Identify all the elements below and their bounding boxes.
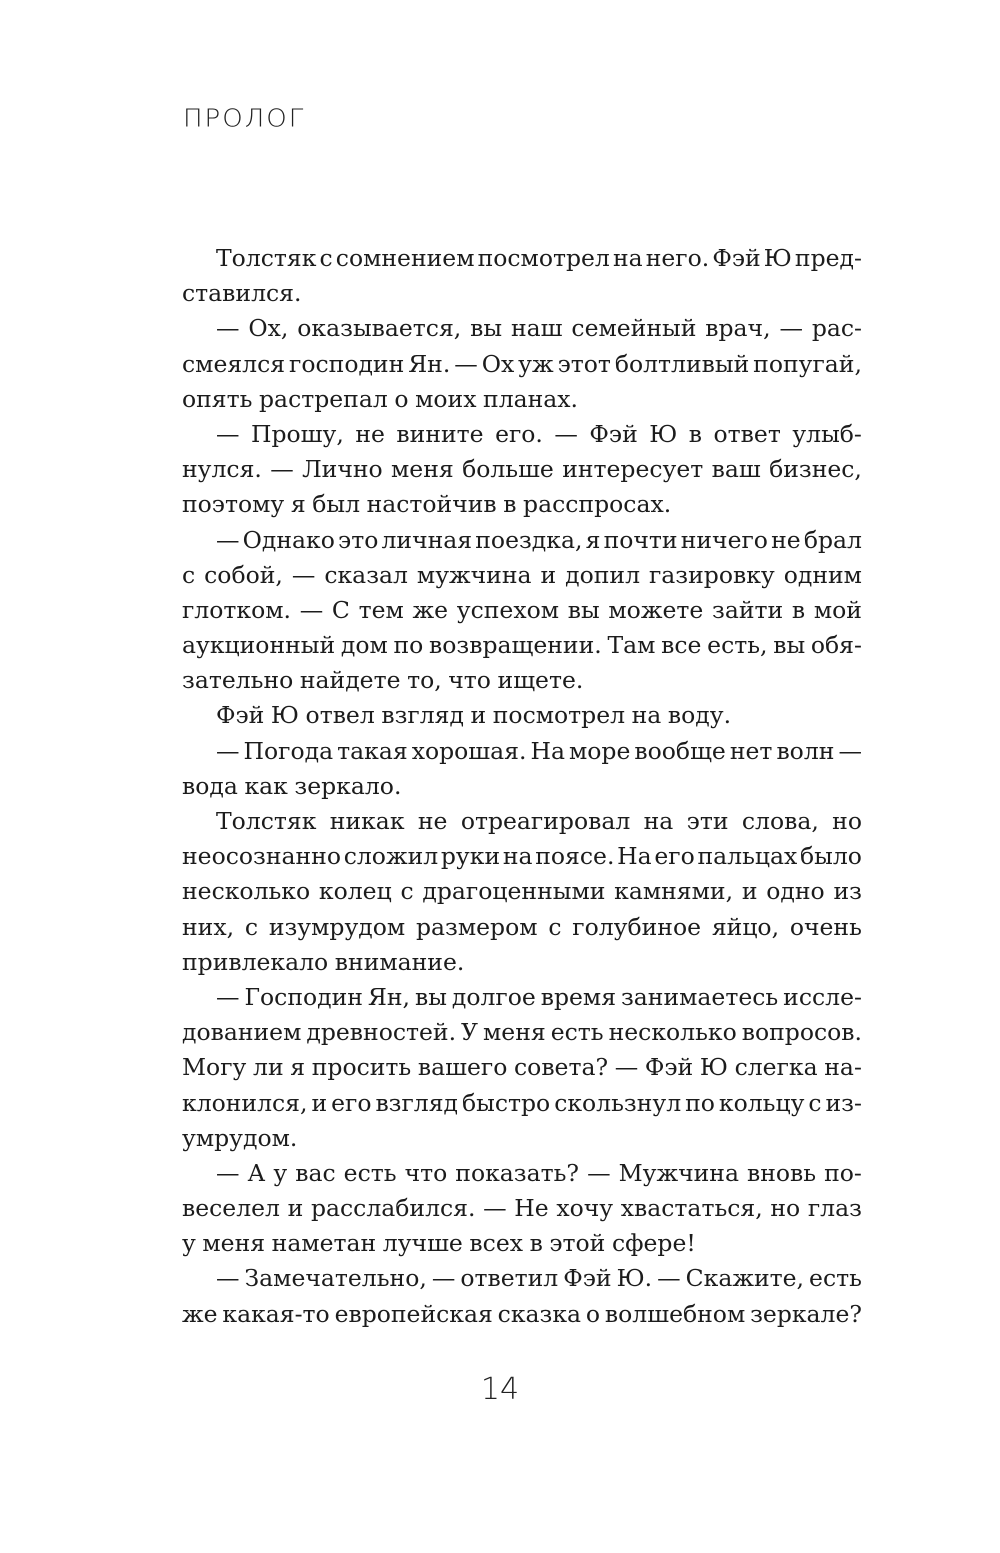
body-text: [182, 241, 862, 1332]
text-line: — Замечательно, — ответил Фэй Ю. — Скажите, есть: [216, 1264, 862, 1293]
text-line: Толстяк с сомнением посмотрел на него. Фэй Ю пред-: [216, 244, 862, 272]
text-line: же какая-то европейская сказка о волшебном зеркале?: [182, 1299, 862, 1328]
text-line: смеялся господин Ян. — Ох уж этот болтливый попугай,: [182, 349, 862, 378]
text-line: нулся. — Лично меня больше интересует ваш бизнес,: [182, 455, 862, 484]
text-line: — Погода такая хорошая. На море вообще нет волн —: [216, 736, 862, 765]
text-line: умрудом.: [182, 1123, 298, 1152]
text-line: — Господин Ян, вы долгое время занимаетесь иссле-: [216, 982, 862, 1011]
text-line: привлекало внимание.: [182, 947, 465, 976]
text-line: клонился, и его взгляд быстро скользнул по кольцу с из-: [182, 1088, 862, 1117]
text-line: Толстяк никак не отреагировал на эти слова, но: [216, 807, 862, 835]
text-line: несколько колец с драгоценными камнями, и одно из: [182, 877, 862, 906]
text-line: поэтому я был настойчив в расспросах.: [182, 490, 672, 519]
text-line: аукционный дом по возвращении. Там все есть, вы обя-: [182, 631, 862, 660]
text-line: дованием древностей. У меня есть несколько вопросов.: [182, 1018, 862, 1047]
text-line: неосознанно сложил руки на поясе. На его пальцах было: [182, 842, 862, 871]
text-line: — Прошу, не вините его. — Фэй Ю в ответ улыб-: [216, 419, 862, 448]
text-line: — А у вас есть что показать? — Мужчина вновь по-: [216, 1158, 862, 1187]
text-line: ставился.: [182, 279, 302, 308]
text-line: них, с изумрудом размером с голубиное яйцо, очень: [182, 912, 862, 941]
page-number: 14: [480, 1372, 520, 1407]
text-line: Могу ли я просить вашего совета? — Фэй Ю слегка на-: [182, 1053, 862, 1082]
text-line: — Ох, оказывается, вы наш семейный врач, — рас-: [216, 314, 862, 343]
text-line: веселел и расслабился. — Не хочу хвастаться, но глаз: [182, 1194, 862, 1223]
text-line: Фэй Ю отвел взгляд и посмотрел на воду.: [216, 701, 732, 730]
running-title: ПРОЛОГ: [183, 104, 306, 134]
text-line: опять растрепал о моих планах.: [182, 384, 579, 413]
text-line: вода как зеркало.: [182, 771, 402, 800]
text-line: у меня наметан лучше всех в этой сфере!: [182, 1229, 696, 1258]
text-line: — Однако это личная поездка, я почти ничего не брал: [216, 525, 862, 554]
text-line: с собой, — сказал мужчина и допил газировку одним: [182, 560, 862, 589]
text-line: глотком. — С тем же успехом вы можете зайти в мой: [182, 595, 862, 624]
text-line: зательно найдете то, что ищете.: [182, 666, 584, 695]
